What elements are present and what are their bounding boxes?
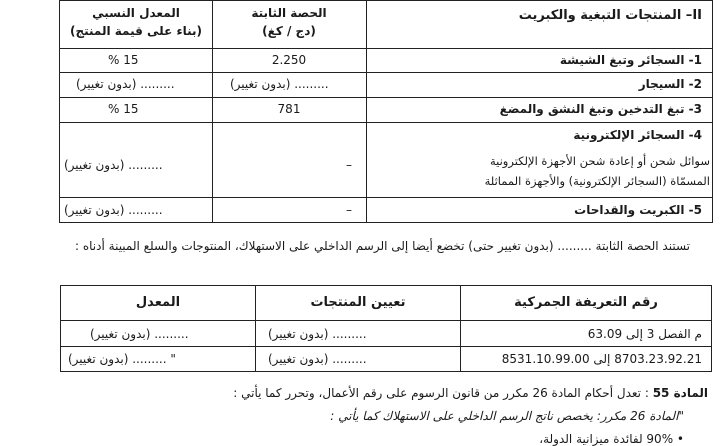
row-tariff: م الفصل 3 إلى 63.09 [587, 327, 702, 341]
article-text: : تعدل أحكام المادة 26 مكرر من قانون الرسوم على رقم الأعمال، وتحرر كما يأتي : [233, 386, 649, 400]
header-tariff: رقم التعريفة الجمركية [514, 295, 658, 310]
header-rate: المعدل النسبي [92, 6, 180, 20]
row-rate: " ......... (بدون تغيير) [68, 352, 176, 366]
row-designation: ......... (بدون تغيير) [268, 352, 367, 366]
row-tariff: 8703.23.92.21 إلى 8531.10.99.00 [501, 352, 702, 366]
header-rate-sub: (بناء على قيمة المنتج) [70, 24, 202, 38]
row-designation: ......... (بدون تغيير) [268, 327, 367, 341]
row-label: 5- الكبريت والقداحات [574, 203, 702, 217]
row-fixed: – [346, 158, 352, 172]
header-fixed-share: الحصة الثابتة [251, 6, 327, 20]
row-label: 2- السيجار [638, 77, 702, 91]
article-label: المادة 55 [652, 386, 708, 400]
row-rate: ......... (بدون تغيير) [76, 77, 175, 91]
row-rate: 15 % [108, 102, 139, 116]
article-bullet: • 90% لفائدة ميزانية الدولة، [539, 432, 684, 446]
header-fixed-unit: (دج / كغ) [262, 24, 316, 38]
section-title: II– المنتجات التبغية والكبريت [518, 8, 702, 23]
row-description: المسمّاة (السجائر الإلكترونية) والأجهزة المماثلة [484, 174, 710, 188]
row-label: 4- السجائر الإلكترونية [573, 128, 702, 142]
article-quote: "المادة 26 مكرر: يخصص ناتج الرسم الداخلي على الاستهلاك كما يأتي : [330, 409, 684, 423]
row-label: 1- السجائر وتبغ الشيشة [559, 53, 702, 67]
row-fixed: 781 [277, 102, 301, 116]
row-label: 3- تبغ التدخين وتبغ النشق والمضغ [499, 102, 702, 116]
row-fixed: ......... (بدون تغيير) [230, 77, 329, 91]
row-fixed: 2.250 [271, 53, 307, 67]
header-rate: المعدل [135, 295, 181, 310]
row-rate: ......... (بدون تغيير) [90, 327, 189, 341]
row-rate: ......... (بدون تغيير) [64, 158, 163, 172]
row-description: سوائل شحن أو إعادة شحن الأجهزة الإلكترونية [489, 154, 710, 168]
article-line [233, 386, 708, 400]
header-designation: تعيين المنتجات [310, 295, 406, 310]
body-paragraph: تستند الحصة الثابتة ......... (بدون تغيير حتى) تخضع أيضا إلى الرسم الداخلي على الاستهلاك، المنتوجات والسلع المبينة أدناه : [75, 239, 690, 253]
row-fixed: – [346, 203, 352, 217]
row-rate: 15 % [108, 53, 139, 67]
row-rate: ......... (بدون تغيير) [64, 203, 163, 217]
